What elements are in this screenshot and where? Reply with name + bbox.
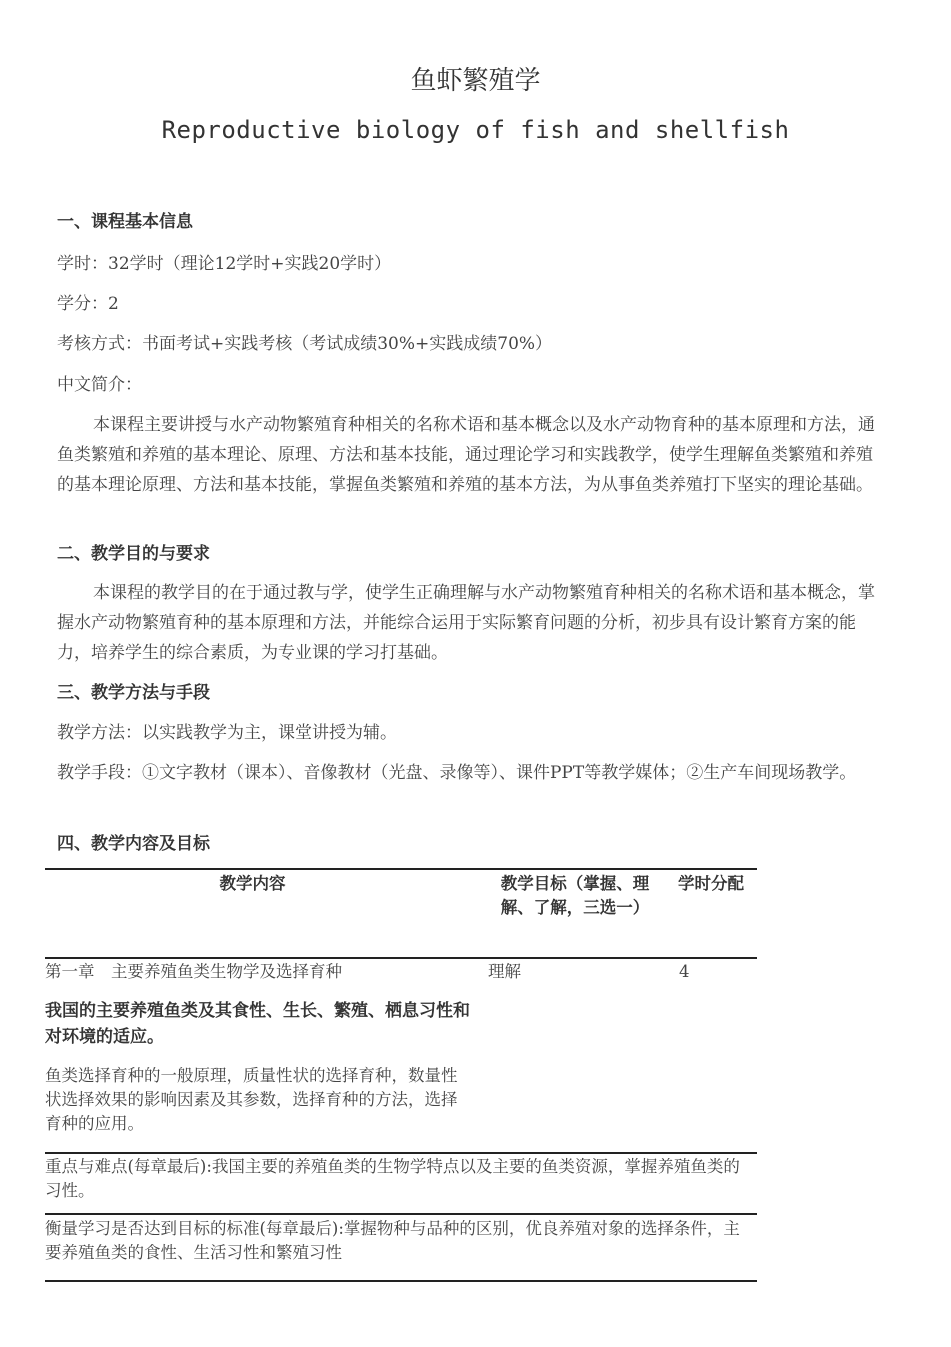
course-title-cn: 鱼虾繁殖学: [410, 66, 541, 96]
teaching-means: 教学手段：①文字教材（课本）、音像教材（光盘、录像等）、课件PPT等教学媒体；②生产车间现场教学。: [57, 763, 857, 783]
intro-text: 本课程主要讲授与水产动物繁殖育种相关的名称术语和基本概念以及水产动物育种的基本原理和方法，通鱼类繁殖和养殖的基本理论、原理、方法和基本技能，通过理论学习和实践教学，使学生理解鱼类繁殖和养殖的基本理论原理、方法和基本技能，掌握鱼类繁殖和养殖的基本方法，为从事鱼类养殖打下坚实的理论基础。: [57, 415, 875, 495]
course-title-en: Reproductive biology of fish and shellfish: [161, 116, 790, 144]
chapter-goal: 理解: [488, 962, 521, 981]
course-credits: 学分：2: [57, 294, 119, 314]
section1-heading: 一、课程基本信息: [57, 212, 193, 232]
chapter-content: 第一章 主要养殖鱼类生物学及选择育种: [45, 962, 342, 981]
table-header-rule: [45, 957, 757, 959]
standard: 衡量学习是否达到目标的标准(每章最后):掌握物种与品种的区别，优良养殖对象的选择条件，主要养殖鱼类的食性、生活习性和繁殖习性: [45, 1219, 740, 1262]
table-bottom-rule: [45, 1280, 757, 1282]
section2-heading: 二、教学目的与要求: [57, 544, 210, 564]
key-points: 重点与难点(每章最后):我国主要的养殖鱼类的生物学特点以及主要的鱼类资源，掌握养殖鱼类的习性。: [45, 1157, 740, 1200]
section3-heading: 三、教学方法与手段: [57, 683, 210, 703]
header-goal: 教学目标（掌握、理解、了解，三选一）: [500, 874, 650, 917]
section2-text: 本课程的教学目的在于通过教与学，使学生正确理解与水产动物繁殖育种相关的名称术语和基本概念，掌握水产动物繁殖育种的基本原理和方法，并能综合运用于实际繁育问题的分析，初步具有设计繁育方案的能力，培养学生的综合素质，为专业课的学习打基础。: [57, 583, 875, 663]
table-rule-standard: [45, 1213, 757, 1215]
header-content: 教学内容: [219, 874, 286, 893]
topic-2: 鱼类选择育种的一般原理，质量性状的选择育种，数量性状选择效果的影响因素及其参数，选择育种的方法，选择育种的应用。: [45, 1066, 458, 1133]
intro-label: 中文简介：: [57, 375, 142, 395]
topic-1: 我国的主要养殖鱼类及其食性、生长、繁殖、栖息习性和对环境的适应。: [45, 1001, 470, 1047]
table-top-rule: [45, 868, 757, 870]
table-rule-keypoints: [45, 1152, 757, 1154]
teaching-method: 教学方法：以实践教学为主，课堂讲授为辅。: [57, 723, 397, 743]
chapter-hours: 4: [679, 962, 690, 981]
header-hours: 学时分配: [678, 874, 744, 893]
assessment-method: 考核方式：书面考试+实践考核（考试成绩30%+实践成绩70%）: [57, 334, 553, 354]
section4-heading: 四、教学内容及目标: [57, 834, 210, 854]
course-hours: 学时：32学时（理论12学时+实践20学时）: [57, 254, 392, 274]
